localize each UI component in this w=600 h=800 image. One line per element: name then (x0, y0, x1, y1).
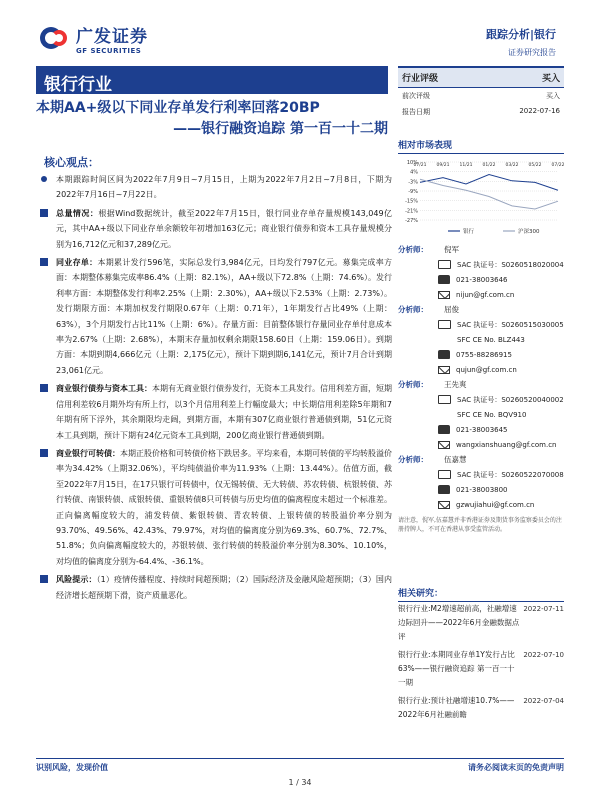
analyst-phone: 021-38003645 (456, 425, 508, 434)
legend-label: 沪深300 (518, 229, 540, 235)
series-line-银行 (420, 175, 558, 191)
analyst-label: 分析师： (398, 305, 428, 314)
gf-logo-icon (40, 27, 70, 51)
bullet-item: 风险提示：（1）疫情传播程度、持续时间超预期；（2）国际经济及金融风险超预期；（3）国内经济增长超预期下滑，资产质量恶化。 (40, 572, 392, 603)
email-icon (438, 441, 450, 449)
related-date: 2022-07-11 (523, 605, 564, 613)
key-points-list (40, 172, 392, 606)
y-tick-label: -3% (408, 179, 418, 186)
analyst-sfc: SFC CE No. BLZ443 (457, 335, 525, 344)
chart-title: 相对市场表现 (398, 138, 564, 154)
x-tick-label: 07/22 (551, 163, 564, 168)
related-text: 银行行业:本期同业存单1Y发行占比63%——银行融资追踪 第一百一十一期 (398, 650, 515, 687)
legend-label: 银行 (463, 229, 475, 235)
analyst-label: 分析师： (398, 455, 428, 464)
footer-disclaimer: 请务必阅读末页的免责声明 (468, 763, 564, 772)
analyst-email[interactable]: qujun@gf.com.cn (456, 365, 517, 374)
analyst-disclaimer: 请注意，倪军,伍嘉慧并非香港证券及期货事务监察委员会的注册持牌人，不可在香港从事受监管活动。 (398, 517, 562, 533)
x-tick-label: 11/21 (459, 163, 473, 168)
related-date: 2022-07-04 (523, 697, 564, 705)
phone-icon (438, 485, 450, 494)
bullet-item: 同业存单：本期累计发行596笔，实际总发行3,984亿元，日均发行797亿元。募集完成率方面：本期整体募集完成率86.4%（上期：82.1%），AA+级以下72.8%（上期：74.6%）。发行利率方面：本期整体发行利率2.25%（上期：2.30%），AA+级以下2.53%（上期：2.73%）。发行期限方面：本期加权发行期限0.67年（上期：0.71年），1年期发行占比49%（上期：63%），3个月期发行占比11%（上期：6%）。存量方面：目前整体银行存量同业存单付息成本率为2.67%（上期：2.68%），本期末存量加权剩余期限158.60日（上期：159.06日）。到期方面：本期到期4,666亿元（上期：2,175亿元），预计下期到期6,141亿元，预计7月合计到期23,061亿元。 (40, 255, 392, 378)
related-research-list (398, 602, 564, 726)
related-date: 2022-07-10 (523, 651, 564, 659)
report-date-value: 2022-07-16 (519, 107, 560, 115)
analyst-name: 伍嘉慧 (444, 455, 467, 464)
analyst-sfc: SFC CE No. BQV910 (457, 410, 527, 419)
analyst-label: 分析师： (398, 380, 428, 389)
series-line-沪深300 (420, 179, 558, 209)
x-tick-label: 01/22 (482, 163, 496, 168)
analyst-email[interactable]: gzwujiahui@gf.com.cn (456, 500, 535, 509)
analyst-name: 王先爽 (444, 380, 467, 389)
email-icon (438, 501, 450, 509)
analyst-name: 倪军 (444, 245, 459, 254)
title-line-1: 本期AA+级以下同业存单发行利率回落20BP (36, 100, 320, 116)
industry-banner: 银行行业 (36, 66, 388, 94)
logo (40, 22, 148, 55)
title-line-2: ——银行融资追踪 第一百一十二期 (173, 121, 388, 137)
analyst-email[interactable]: nijun@gf.com.cn (456, 290, 515, 299)
bullet-item: 总量情况：根据Wind数据统计，截至2022年7月15日，银行同业存单存量规模143,049亿元，其中AA+级以下同业存单余额较年初增加163亿元；商业银行债券和资本工具存量规模分别为16,712亿元和37,289亿元。 (40, 206, 392, 252)
phone-icon (438, 275, 450, 284)
analyst-label: 分析师： (398, 245, 428, 254)
email-icon (438, 291, 450, 299)
x-tick-label: 07/21 (413, 163, 427, 168)
id-card-icon (438, 260, 451, 269)
bullet-item: 商业银行可转债：本期正股价格和可转债价格下跌居多。平均来看，本期可转债的平均转股溢价率为34.42%（上期32.06%），平均纯债溢价率为11.93%（上期：13.44%）。估值方面，截至2022年7月15日，在17只银行可转债中，仅无锡转债、无大转债、苏农转债、杭银转债、苏行转债、南银转债、成银转债、重银转债8只可转债与历史均值的偏离程度未超过一个标准差。正向偏离幅度较大的，浦发转债、紫银转债、青农转债、上银转债的转股溢价率分别为93.70%、49.56%、42.43%、79.97%，对均值的偏离度分别为69.3%、60.7%、72.7%、51.8%；负向偏离幅度较大的，苏银转债、张行转债的转股溢价率分别为8.30%、10.10%，对均值的偏离度分别为-64.4%、-36.1%。 (40, 446, 392, 569)
analyst-name: 屈俊 (444, 305, 459, 314)
rating-label: 行业评级 (402, 74, 439, 84)
footer-divider (36, 758, 564, 759)
y-tick-label: 4% (410, 169, 418, 176)
report-type: 证券研究报告 (508, 48, 556, 57)
relative-performance-chart (398, 158, 564, 236)
analyst-phone: 021-38003646 (456, 275, 508, 284)
y-tick-label: -27% (405, 218, 418, 224)
y-tick-label: -9% (408, 189, 418, 195)
report-title (36, 98, 388, 140)
related-item[interactable] (398, 602, 564, 644)
analyst-sac: SAC 执证号：S0260518020004 (457, 260, 564, 269)
logo-en-text: GF SECURITIES (76, 47, 142, 55)
sidebar (398, 66, 564, 534)
related-text: 银行行业:M2增速超前高，社融增速边际回升——2022年6月金融数据点评 (398, 604, 520, 641)
prev-rating-value: 买入 (546, 92, 560, 100)
report-category: 跟踪分析|银行 (485, 28, 556, 41)
id-card-icon (438, 470, 451, 479)
phone-icon (438, 350, 450, 359)
analyst-list (398, 242, 564, 512)
id-card-icon (438, 395, 451, 404)
rating-box (398, 66, 564, 120)
analyst-sac: SAC 执证号：S0260522070008 (457, 470, 564, 479)
x-tick-label: 09/21 (436, 163, 450, 168)
bullet-item: 商业银行债券与资本工具：本期有无商业银行债券发行，无资本工具发行。信用利差方面，短期信用利差较6月期外均有所上行，以3个月信用利差上行幅度最大；中长期信用利差除5年期和7年期有所下浮外，其余期限均走阔，到期方面，本期有307亿商业银行普通债到期，51亿元资本工具到期，预计下期有24亿元资本工具到期，200亿商业银行普通债到期。 (40, 381, 392, 443)
y-tick-label: -21% (405, 208, 418, 215)
analyst-phone: 021-38003800 (456, 485, 508, 494)
analyst-email[interactable]: wangxianshuang@gf.com.cn (456, 440, 557, 449)
analyst-phone: 0755-88286915 (456, 350, 512, 359)
report-header (0, 0, 600, 66)
logo-cn-text: 广发证券 (76, 27, 148, 47)
page-number: 1 / 34 (288, 778, 312, 787)
related-research-title: 相关研究： (398, 586, 564, 602)
y-tick-label: -15% (405, 198, 418, 205)
key-points-title: 核心观点： (44, 156, 99, 169)
bullet-item: 本期跟踪时间区间为2022年7月9日~7月15日，上期为2022年7月2日~7月8日，下期为2022年7月16日~7月22日。 (40, 172, 392, 203)
email-icon (438, 366, 450, 374)
related-item[interactable] (398, 648, 564, 690)
x-tick-label: 05/22 (528, 163, 542, 168)
analyst-sac: SAC 执证号：S0260520040002 (457, 395, 564, 404)
report-date-label: 报告日期 (402, 108, 430, 116)
related-text: 银行行业:预计社融增速10.7%——2022年6月社融前瞻 (398, 696, 515, 719)
y-tick-label: 10% (406, 160, 418, 166)
prev-rating-label: 前次评级 (402, 92, 430, 100)
rating-value: 买入 (541, 74, 560, 84)
related-item[interactable] (398, 694, 564, 722)
x-tick-label: 03/22 (505, 163, 519, 168)
phone-icon (438, 425, 450, 434)
id-card-icon (438, 320, 451, 329)
footer-slogan: 识别风险，发现价值 (36, 763, 108, 772)
analyst-sac: SAC 执证号：S0260515030005 (457, 320, 564, 329)
